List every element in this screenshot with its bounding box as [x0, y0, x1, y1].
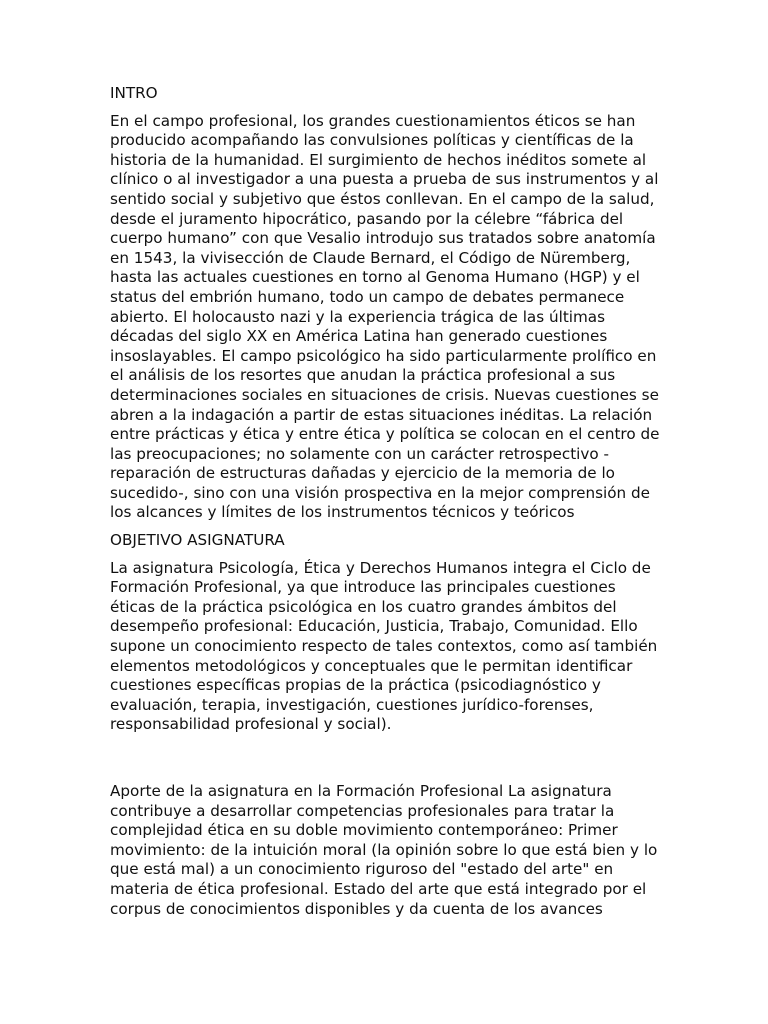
paragraph-spacer [110, 743, 660, 782]
intro-heading: INTRO [110, 84, 158, 102]
objective-paragraph: La asignatura Psicología, Ética y Derechos Humanos integra el Ciclo de Formación Profesional, ya que introduce las principales cuestiones éticas de la práctica psicológica en los cuatro grandes ámbitos del desempeño profesional: Educación, Justicia, Trabajo, Comunidad. Ello supone un conocimiento respecto de tales contextos, como así también elementos metodológicos y conceptuales que le permitan identificar cuestiones específicas propias de la práctica (psicodiagnóstico y evaluación, terapia, investigación, cuestiones jurídico-forenses, responsabilidad profesional y social). [110, 558, 658, 734]
intro-paragraph: En el campo profesional, los grandes cuestionamientos éticos se han producido acompañando las convulsiones políticas y científicas de la historia de la humanidad. El surgimiento de hechos inéditos somete al clínico o al investigador a una puesta a prueba de sus instrumentos y al sentido social y subjetivo que éstos conllevan. En el campo de la salud, desde el juramento hipocrático, pasando por la célebre “fábrica del cuerpo humano” con que Vesalio introdujo sus tratados sobre anatomía en 1543, la vivisección de Claude Bernard, el Código de Nüremberg, hasta las actuales cuestiones en torno al Genoma Humano (HGP) y el status del embrión humano, todo un campo de debates permanece abierto. El holocausto nazi y la experiencia trágica de las últimas décadas del siglo XX en América Latina han generado cuestiones insoslayables. El campo psicológico ha sido particularmente prolífico en el análisis de los resortes que anudan la práctica profesional a sus determinaciones sociales en situaciones de crisis. Nuevas cuestiones se abren a la indagación a partir de estas situaciones inéditas. La relación entre prácticas y ética y entre ética y política se colocan en el centro de las preocupaciones; no solamente con un carácter retrospectivo -reparación de estructuras dañadas y ejercicio de la memoria de lo sucedido-, sino con una visión prospectiva en la mejor comprensión de los alcances y límites de los instrumentos técnicos y teóricos [110, 111, 660, 522]
document-body [110, 84, 660, 927]
objective-heading: OBJETIVO ASIGNATURA [110, 531, 285, 550]
contribution-paragraph: Aporte de la asignatura en la Formación Profesional La asignatura contribuye a desarrollar competencias profesionales para tratar la complejidad ética en su doble movimiento contemporáneo: Primer movimiento: de la intuición moral (la opinión sobre lo que está bien y lo que está mal) a un conocimiento riguroso del "estado del arte" en materia de ética profesional. Estado del arte que está integrado por el corpus de conocimientos disponibles y da cuenta de los avances [110, 782, 658, 918]
